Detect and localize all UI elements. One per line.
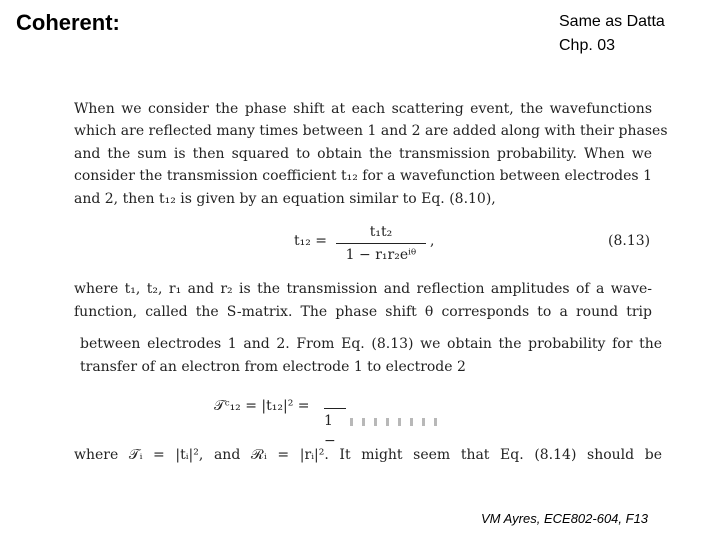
equation-number: (8.13) — [608, 233, 651, 249]
text-line: function, called the S-matrix. The phase shift θ corresponds to a round trip — [74, 304, 652, 320]
source-note-line: Same as Datta — [559, 13, 665, 30]
text-line: consider the transmission coefficient t₁₂ for a wavefunction between electrodes 1 — [74, 168, 652, 184]
slide-credit: VM Ayres, ECE802-604, F13 — [481, 511, 649, 526]
equation-fraction — [324, 398, 346, 449]
text-line: and 2, then t₁₂ is given by an equation similar to Eq. (8.10), — [74, 191, 496, 207]
fraction-bar — [324, 408, 346, 409]
text-line: where t₁, t₂, r₁ and r₂ is the transmission and reflection amplitudes of a wave- — [74, 281, 652, 297]
equation-lhs: 𝒯ᶜ₁₂ = |t₁₂|² = — [214, 398, 310, 414]
equation-comma: , — [430, 233, 435, 249]
fraction-bar — [336, 243, 426, 244]
text-line: between electrodes 1 and 2. From Eq. (8.13) we obtain the probability for the — [80, 336, 662, 352]
fraction-numerator: t₁t₂ — [369, 224, 393, 240]
text-line: When we consider the phase shift at each scattering event, the wavefunctions — [74, 101, 652, 117]
text-line: which are reflected many times between 1 and 2 are added along with their phases — [74, 123, 668, 139]
equation-8-14-partial — [214, 398, 414, 449]
faded-equation-remnant — [350, 418, 440, 426]
slide-title: Coherent: — [16, 10, 120, 35]
text-line: where 𝒯ᵢ = |tᵢ|², and ℛᵢ = |rᵢ|². It might seem that Eq. (8.14) should be — [74, 447, 662, 463]
fraction-denominator: 1 − r₁r₂eⁱᶿ — [345, 247, 417, 263]
source-note — [559, 10, 665, 58]
fraction-denominator: 1 − — [324, 413, 336, 449]
text-line: transfer of an electron from electrode 1 to electrode 2 — [80, 359, 466, 375]
source-note-line: Chp. 03 — [559, 37, 616, 54]
equation-8-13 — [294, 222, 654, 266]
equation-fraction — [336, 222, 426, 265]
equation-lhs: t₁₂ = — [294, 233, 328, 249]
text-line: and the sum is then squared to obtain the transmission probability. When we — [74, 146, 652, 162]
